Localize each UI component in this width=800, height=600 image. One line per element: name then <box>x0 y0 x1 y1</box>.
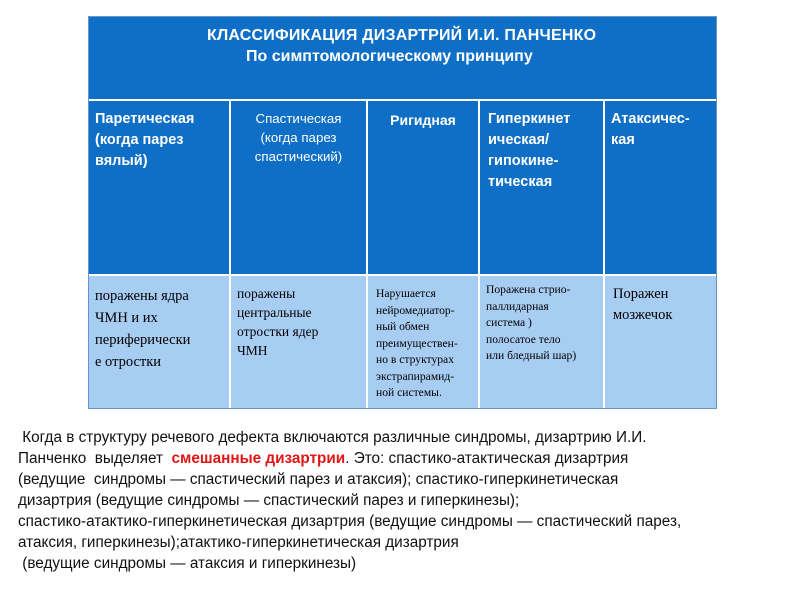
body-cell-ataxic <box>605 274 716 408</box>
header-label: Паретическая (когда парез вялый) <box>95 111 195 169</box>
table-subtitle: По симптомологическому принципу <box>246 48 533 65</box>
caption-line: атаксия, гиперкинезы);атактико-гиперкинетическая дизартрия <box>18 534 459 551</box>
body-text: поражены центральные отростки ядер ЧМН <box>237 286 319 358</box>
header-label: Ригидная <box>390 112 456 128</box>
caption-text: Панченко выделяет <box>18 450 172 467</box>
caption-line: (ведущие синдромы — спастический парез и атаксия); спастико-гиперкинетическая <box>18 471 619 488</box>
caption-line: (ведущие синдромы — атаксия и гиперкинезы) <box>18 555 357 572</box>
table-title: КЛАССИФИКАЦИЯ ДИЗАРТРИЙ И.И. ПАНЧЕНКО <box>207 27 597 44</box>
body-text: поражены ядра ЧМН и их периферически е отростки <box>95 288 191 370</box>
mixed-dysarthria-highlight: смешанные дизартрии <box>171 450 346 467</box>
header-cell-hyperkinetic <box>480 99 605 274</box>
header-cell-paretic <box>89 99 231 274</box>
body-text: Нарушается нейромедиатор- ный обмен преимуществен- но в структурах экстрапирамид- ной системы. <box>376 287 458 399</box>
header-label: Атаксичес- кая <box>611 111 690 148</box>
body-cell-paretic <box>89 274 231 408</box>
body-text: Поражена стрио- паллидарная система ) полосатое тело или бледный шар) <box>486 283 577 362</box>
classification-table <box>89 17 716 408</box>
caption-line: спастико-атактико-гиперкинетическая дизартрия (ведущие синдромы — спастический парез, <box>18 513 682 530</box>
body-cell-hyperkinetic <box>480 274 605 408</box>
caption-text: . Это: спастико-атактическая дизартрия <box>345 450 629 467</box>
table-title-block <box>89 17 716 99</box>
header-label: Спастическая (когда парез спастический) <box>254 111 343 164</box>
caption-paragraph <box>18 427 798 574</box>
body-cell-spastic <box>231 274 368 408</box>
body-text: Поражен мозжечок <box>613 286 673 323</box>
caption-line: дизартрия (ведущие синдромы — спастический парез и гиперкинезы); <box>18 492 520 509</box>
header-cell-rigid <box>368 99 480 274</box>
caption-line: Когда в структуру речевого дефекта включаются различные синдромы, дизартрию И.И. <box>18 429 647 446</box>
header-cell-ataxic <box>605 99 716 274</box>
body-cell-rigid <box>368 274 480 408</box>
caption-line <box>18 448 798 469</box>
header-cell-spastic <box>231 99 368 274</box>
header-label: Гиперкинет ическая/ гипокине- тическая <box>488 111 571 190</box>
